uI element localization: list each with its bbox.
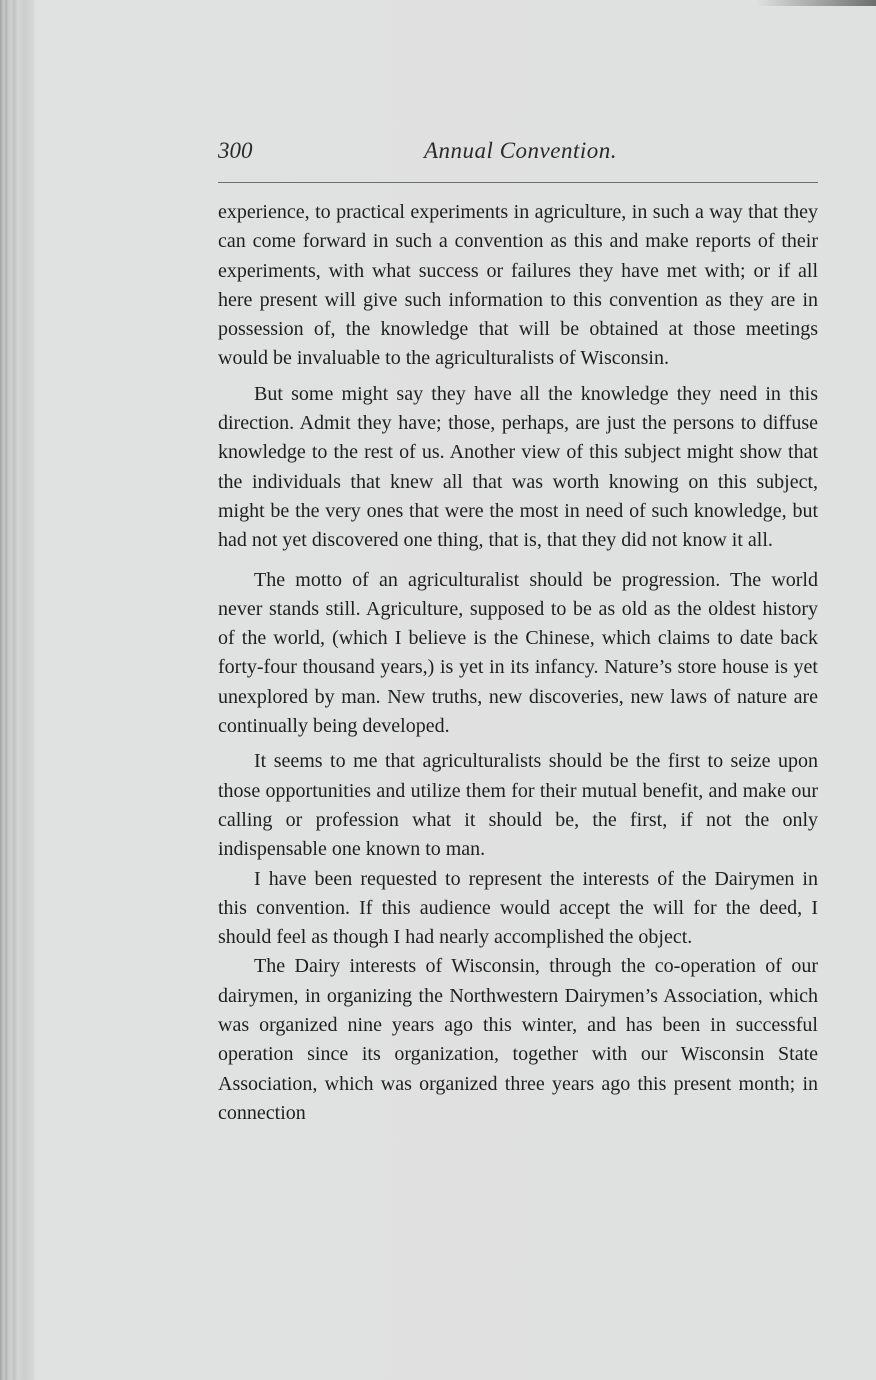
running-header [218, 138, 818, 168]
body-text [218, 198, 818, 1128]
paragraph-5: I have been requested to represent the interests of the Dairymen in this convention. If this audience would accept the will for the deed, I should feel as though I had nearly accomplished the object. [218, 867, 818, 949]
paragraph-4: It seems to me that agriculturalists should be the first to seize upon those opportunities and utilize them for their mutual benefit, and make our calling or profession what it should be, the first, if not the only indispensable one known to man. [218, 750, 818, 861]
page-edge-shadow [756, 0, 876, 6]
running-title: Annual Convention. [424, 138, 617, 163]
page-number: 300 [218, 138, 253, 163]
book-spine-shadow [0, 0, 34, 1380]
paragraph-2: But some might say they have all the knowledge they need in this direction. Admit they have; those, perhaps, are just the persons to diffuse knowledge to the rest of us. Another view of this subject might show that the individuals that knew all that was worth knowing on this subject, might be the very ones that were the most in need of such knowledge, but had not yet discovered one thing, that is, that they did not know it all. [218, 382, 818, 552]
paragraph-6: The Dairy interests of Wisconsin, through the co-operation of our dairymen, in organizing the Northwestern Dairymen’s Association, which was organized nine years ago this winter, and has been in successful operation since its organization, together with our Wisconsin State Association, which was organized three years ago this present month; in connection [218, 955, 818, 1124]
paragraph-3: The motto of an agriculturalist should be progression. The world never stands still. Agriculture, supposed to be as old as the oldest history of the world, (which I believe is the Chinese, which claims to date back forty-four thousand years,) is yet in its infancy. Nature’s store house is yet unexplored by man. New truths, new discoveries, new laws of nature are continually being developed. [218, 568, 818, 738]
header-rule [218, 182, 818, 183]
paragraph-1: experience, to practical experiments in agriculture, in such a way that they can come forward in such a convention as this and make reports of their experiments, with what success or failures they have met with; or if all here present will give such information to this convention as they are in possession of, the knowledge that will be obtained at those meetings would be invaluable to the agriculturalists of Wisconsin. [218, 201, 818, 370]
